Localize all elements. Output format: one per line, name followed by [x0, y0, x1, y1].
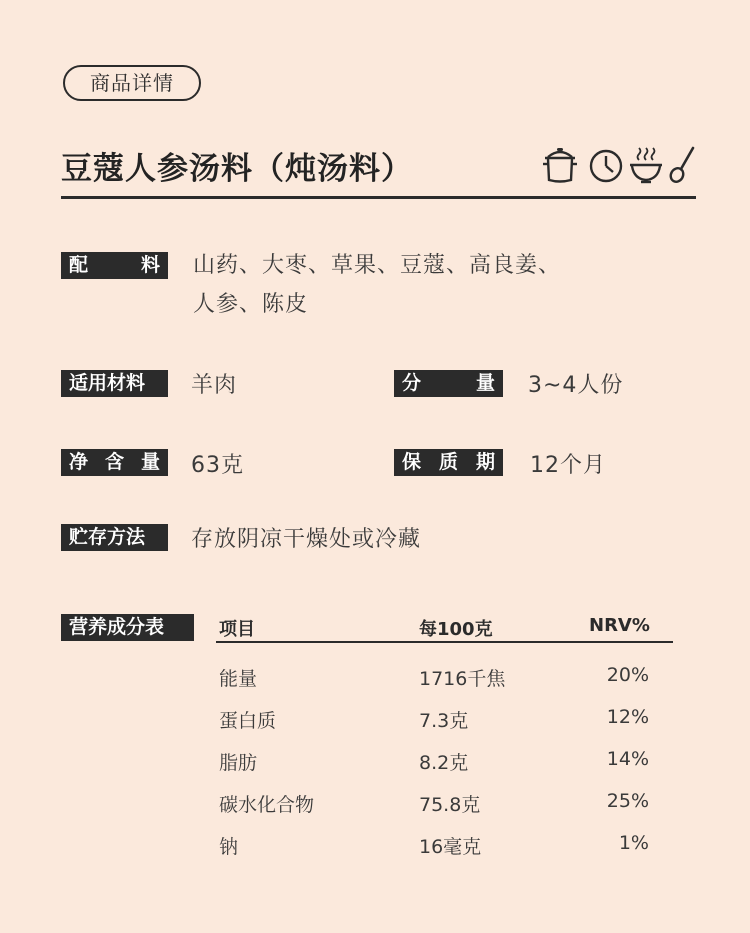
- ingredients-label-char: 配: [69, 254, 89, 276]
- nutrition-item: 蛋白质: [219, 710, 277, 732]
- ingredients-label: [61, 252, 168, 279]
- portion-value: 3~4人份: [528, 373, 624, 398]
- pot-icon: [540, 145, 580, 185]
- nutrition-amount: 75.8克: [419, 794, 481, 816]
- shelf-life-label: [394, 449, 503, 476]
- nutrition-amount: 1716千焦: [419, 668, 506, 690]
- nutrition-nrv: 12%: [606, 706, 649, 728]
- product-title: 豆蔻人参汤料（炖汤料）: [61, 151, 413, 187]
- ingredients-line: 山药、大枣、草果、豆蔻、高良姜、: [193, 253, 562, 278]
- nutrition-item: 碳水化合物: [219, 794, 315, 816]
- shelf-life-label-char: 期: [475, 451, 495, 473]
- nutrition-header-item: 项目: [219, 619, 255, 640]
- portion-label: [394, 370, 503, 397]
- shelf-life-label-char: 质: [438, 451, 458, 473]
- suitable-label: 适用材料: [61, 370, 168, 397]
- net-content-label-char: 含: [104, 451, 124, 473]
- clock-icon: [588, 148, 624, 184]
- storage-value: 存放阴凉干燥处或冷藏: [191, 527, 422, 552]
- nutrition-header-nrv: NRV%: [589, 615, 650, 636]
- nutrition-amount: 8.2克: [419, 752, 469, 774]
- table-row: [216, 706, 649, 734]
- steaming-bowl-icon: [628, 145, 664, 185]
- ingredients-line: 人参、陈皮: [193, 292, 309, 317]
- nutrition-nrv: 14%: [606, 748, 649, 770]
- table-row: [216, 664, 649, 692]
- nutrition-nrv: 1%: [618, 832, 649, 854]
- table-row: [216, 790, 649, 818]
- shelf-life-value: 12个月: [530, 453, 606, 478]
- shelf-life-label-char: 保: [402, 451, 422, 473]
- table-row: [216, 748, 649, 776]
- table-row: [216, 832, 649, 860]
- title-divider: [61, 196, 696, 199]
- storage-label: 贮存方法: [61, 524, 168, 551]
- nutrition-label: 营养成分表: [61, 614, 194, 641]
- net-content-value: 63克: [191, 453, 244, 478]
- ingredients-label-char: 料: [140, 254, 160, 276]
- section-tag: 商品详情: [63, 65, 201, 101]
- net-content-label-char: 净: [69, 451, 89, 473]
- nutrition-item: 钠: [219, 836, 239, 858]
- portion-label-char: 量: [475, 372, 495, 394]
- net-content-label-char: 量: [140, 451, 160, 473]
- portion-label-char: 分: [402, 372, 422, 394]
- ingredients-value: [193, 246, 561, 324]
- nutrition-item: 脂肪: [219, 752, 258, 774]
- suitable-value: 羊肉: [191, 373, 238, 398]
- spoon-icon: [668, 145, 696, 185]
- net-content-label: [61, 449, 168, 476]
- nutrition-nrv: 25%: [606, 790, 649, 812]
- nutrition-amount: 16毫克: [419, 836, 482, 858]
- nutrition-item: 能量: [219, 668, 258, 690]
- nutrition-amount: 7.3克: [419, 710, 469, 732]
- nutrition-header-amount: 每100克: [419, 619, 493, 640]
- nutrition-nrv: 20%: [606, 664, 649, 686]
- nutrition-header-rule: [216, 641, 673, 643]
